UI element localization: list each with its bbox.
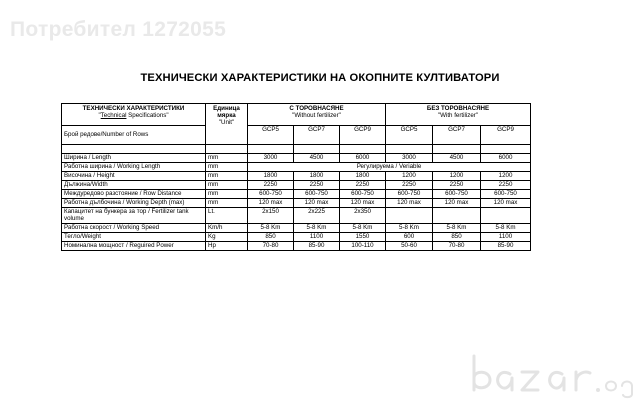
value-cell: 2250 <box>433 181 481 190</box>
value-cell <box>481 208 531 224</box>
table-row <box>62 172 531 181</box>
subtitle-underlined: Technical <box>100 112 127 120</box>
row-label: Ширина / Length <box>62 154 206 163</box>
value-cell: 850 <box>248 233 294 242</box>
model-cell: GCP5 <box>248 126 294 145</box>
value-cell: 2250 <box>481 181 531 190</box>
logo-letter-a <box>498 372 512 390</box>
value-cell: 4500 <box>294 154 340 163</box>
value-cell: 600-750 <box>340 190 386 199</box>
logo-bg-letters <box>606 382 632 398</box>
row-label: Капацитет на бункера за тор / Fertilizer tank volume <box>62 208 206 224</box>
value-cell: 120 max <box>340 199 386 208</box>
table-row <box>62 233 531 242</box>
spacer-cell <box>206 145 248 154</box>
spacer-cell <box>481 145 531 154</box>
value-cell: 85-90 <box>481 242 531 251</box>
value-cell <box>386 208 433 224</box>
value-cell: 120 max <box>386 199 433 208</box>
value-cell: 2250 <box>294 181 340 190</box>
spacer-cell <box>248 145 294 154</box>
row-unit: mm <box>206 181 248 190</box>
model-cell: GCP7 <box>294 126 340 145</box>
header-unit-line3: "Unit" <box>218 119 235 127</box>
rows-count-label: Брой редове/Number of Rows <box>62 126 206 145</box>
row-label: Дължина/Width <box>62 181 206 190</box>
value-cell: 3000 <box>248 154 294 163</box>
spacer-cell <box>294 145 340 154</box>
table-row <box>62 208 531 224</box>
logo-letter-z <box>522 372 538 390</box>
value-cell: 50-60 <box>386 242 433 251</box>
model-cell: GCP5 <box>386 126 433 145</box>
value-cell: 6000 <box>481 154 531 163</box>
row-label: Работна ширина / Working Length <box>62 163 206 172</box>
header-group-with-fertilizer <box>248 104 386 126</box>
value-cell: 1550 <box>340 233 386 242</box>
value-cell: 2250 <box>340 181 386 190</box>
value-cell: 600 <box>386 233 433 242</box>
value-cell: 70-80 <box>433 242 481 251</box>
value-cell: 1800 <box>340 172 386 181</box>
subtitle-suffix: Specifications" <box>126 112 169 120</box>
value-cell: 1800 <box>294 172 340 181</box>
table-row <box>62 242 531 251</box>
model-cell: GCP9 <box>481 126 531 145</box>
spacer-cell <box>62 145 206 154</box>
header-parameter-cell <box>62 104 206 126</box>
value-cell: 120 max <box>481 199 531 208</box>
logo-letter-b <box>474 356 490 390</box>
header-unit-line2: мярка <box>217 112 236 120</box>
value-cell: 600-750 <box>248 190 294 199</box>
spacer-cell <box>433 145 481 154</box>
value-cell: 850 <box>433 233 481 242</box>
logo-dot <box>596 388 600 392</box>
value-cell <box>433 208 481 224</box>
watermark-text: Потребител 1272055 <box>10 18 227 41</box>
table-row <box>62 190 531 199</box>
header-unit-cell <box>206 104 248 145</box>
value-cell: 1200 <box>433 172 481 181</box>
table-row <box>62 163 531 172</box>
value-cell: 600-750 <box>386 190 433 199</box>
value-cell: 5-8 Km <box>248 224 294 233</box>
value-cell: 1100 <box>481 233 531 242</box>
value-cell: 1100 <box>294 233 340 242</box>
value-cell: 1200 <box>386 172 433 181</box>
row-unit: mm <box>206 199 248 208</box>
models-row <box>62 126 531 145</box>
group-without-title: БЕЗ ТОРОВНАСЯНЕ <box>426 105 490 112</box>
value-cell: 600-750 <box>433 190 481 199</box>
value-cell: 5-8 Km <box>340 224 386 233</box>
bazar-logo-watermark <box>466 352 636 398</box>
value-cell: 85-90 <box>294 242 340 251</box>
table-spacer-row <box>62 145 531 154</box>
table-row <box>62 154 531 163</box>
spacer-cell <box>340 145 386 154</box>
row-label: Междуредово разстояние / Row Distance <box>62 190 206 199</box>
value-cell: 2250 <box>386 181 433 190</box>
value-cell: 2x350 <box>340 208 386 224</box>
value-cell: 100-110 <box>340 242 386 251</box>
header-group-without-fertilizer <box>386 104 531 126</box>
value-cell: 5-8 Km <box>481 224 531 233</box>
subtitle-prefix: " <box>98 112 101 120</box>
value-cell: 3000 <box>386 154 433 163</box>
table-row <box>62 224 531 233</box>
value-cell: 4500 <box>433 154 481 163</box>
logo-letter-a2 <box>550 372 564 390</box>
value-cell: 600-750 <box>481 190 531 199</box>
row-unit: mm <box>206 172 248 181</box>
row-label: Номинална мощност / Reguired Power <box>62 242 206 251</box>
value-cell: 120 max <box>433 199 481 208</box>
value-cell: 5-8 Km <box>433 224 481 233</box>
value-cell: 2250 <box>248 181 294 190</box>
row-label: Височина / Height <box>62 172 206 181</box>
group-without-subtitle: "With fertilizer" <box>437 112 479 120</box>
row-unit: Lt. <box>206 208 248 224</box>
table-row <box>62 199 531 208</box>
row-unit: Hp <box>206 242 248 251</box>
row-unit: Km/h <box>206 224 248 233</box>
merged-value-cell: Регулируема / Veriable <box>248 163 531 172</box>
specifications-table <box>61 103 531 251</box>
value-cell: 600-750 <box>294 190 340 199</box>
value-cell: 5-8 Km <box>386 224 433 233</box>
spacer-cell <box>386 145 433 154</box>
row-label: Тегло/Weight <box>62 233 206 242</box>
value-cell: 6000 <box>340 154 386 163</box>
group-with-subtitle: "Without fertilizer" <box>292 112 341 120</box>
logo-letter-r <box>576 372 590 390</box>
value-cell: 5-8 Km <box>294 224 340 233</box>
row-unit: Kg <box>206 233 248 242</box>
row-unit: mm <box>206 190 248 199</box>
value-cell: 120 max <box>294 199 340 208</box>
header-parameter-subtitle <box>64 112 203 119</box>
table-row <box>62 181 531 190</box>
document-title: ТЕХНИЧЕСКИ ХАРАКТЕРИСТИКИ НА ОКОПНИТЕ КУЛТИВАТОРИ <box>140 72 500 84</box>
header-parameter-title: ТЕХНИЧЕСКИ ХАРАКТЕРИСТИКИ <box>82 105 185 112</box>
model-cell: GCP9 <box>340 126 386 145</box>
value-cell: 2x225 <box>294 208 340 224</box>
group-with-title: С ТОРОВНАСЯНЕ <box>289 105 344 112</box>
value-cell: 1200 <box>481 172 531 181</box>
row-unit: mm <box>206 163 248 172</box>
row-unit: mm <box>206 154 248 163</box>
model-cell: GCP7 <box>433 126 481 145</box>
header-unit-line1: Единица <box>213 105 240 112</box>
value-cell: 1800 <box>248 172 294 181</box>
value-cell: 2x150 <box>248 208 294 224</box>
table-header-row <box>62 104 531 126</box>
row-label: Работна дълбочина / Working Depth (max) <box>62 199 206 208</box>
value-cell: 120 max <box>248 199 294 208</box>
value-cell: 70-80 <box>248 242 294 251</box>
row-label: Работна скорост / Working Speed <box>62 224 206 233</box>
